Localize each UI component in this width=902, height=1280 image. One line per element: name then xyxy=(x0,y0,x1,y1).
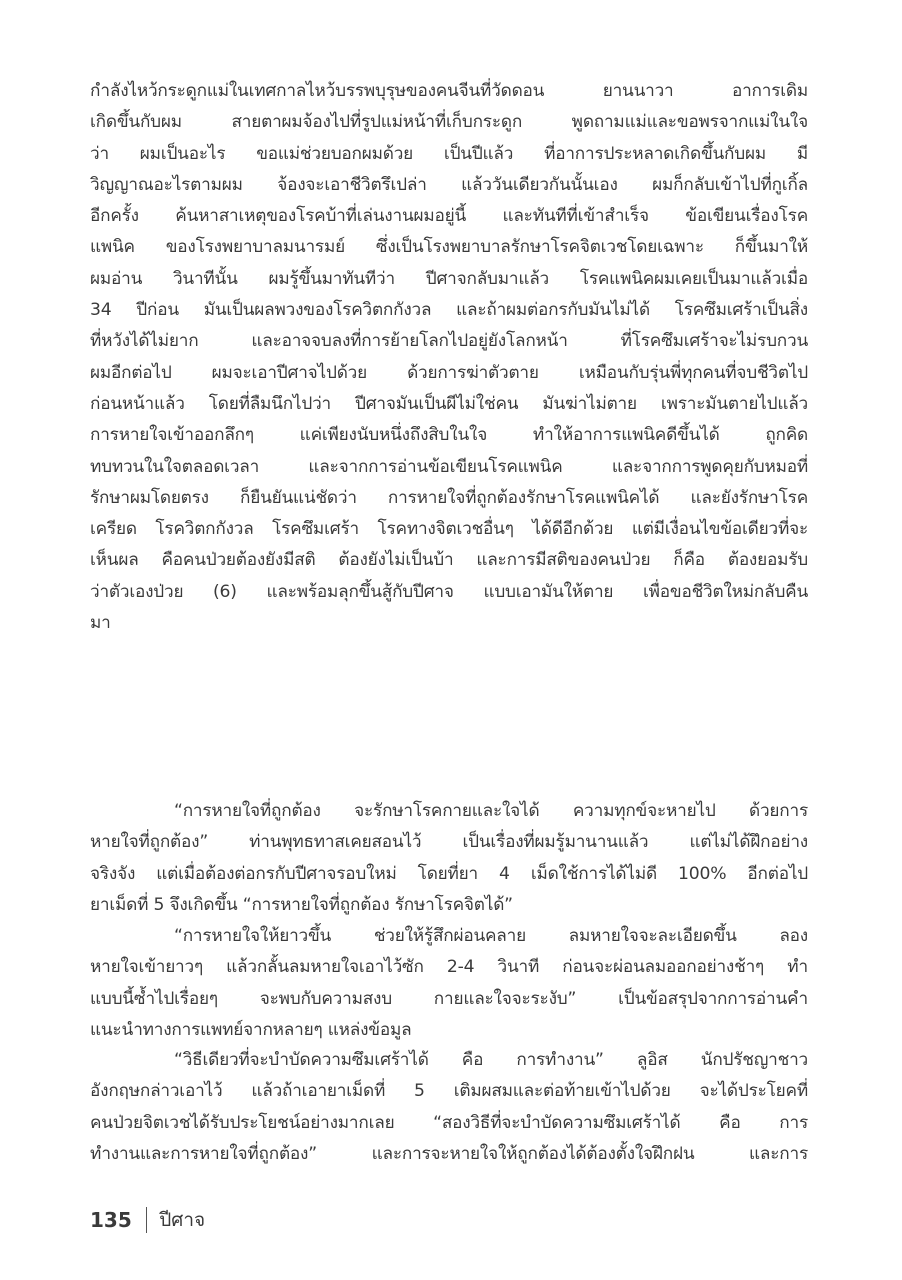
text-line: การหายใจเข้าออกลึกๆ แค่เพียงนับหนึ่งถึงสิบในใจ ทำให้อาการแพนิคดีขึ้นได้ ถูกคิด xyxy=(90,425,808,446)
text-line: ว่า ผมเป็นอะไร ขอแม่ช่วยบอกผมด้วย เป็นปีแล้ว ที่อาการประหลาดเกิดขึ้นกับผม มี xyxy=(90,143,808,164)
text-line: ทบทวนในใจตลอดเวลา และจากการอ่านข้อเขียนโรคแพนิค และจากการพูดคุยกับหมอที่ xyxy=(90,456,808,477)
text-line: “วิธีเดียวที่จะบำบัดความซึมเศร้าได้ คือ การทำงาน” ลูอิส นักปรัชญาชาว xyxy=(174,1050,808,1070)
page-footer xyxy=(90,1205,205,1235)
text-line: เกิดขึ้นกับผม สายตาผมจ้องไปที่รูปแม่หน้าที่เก็บกระดูก พูดถามแม่และขอพรจากแม่ในใจ xyxy=(90,112,808,133)
paragraph-2 xyxy=(90,796,808,921)
paragraph-3 xyxy=(90,921,808,1046)
text-line: จริงจัง แต่เมื่อต้องต่อกรกับปีศาจรอบใหม่ โดยที่ยา 4 เม็ดใช้การได้ไม่ดี 100% อีกต่อไป xyxy=(90,863,808,884)
text-line: มา xyxy=(90,613,111,634)
text-line: ทำงานและการหายใจที่ถูกต้อง” และการจะหายใจให้ถูกต้องได้ต้องตั้งใจฝึกฝน และการ xyxy=(90,1143,808,1164)
text-line: 34 ปีก่อน มันเป็นผลพวงของโรควิตกกังวล และถ้าผมต่อกรกับมันไม่ได้ โรคซึมเศร้าเป็นสิ่ง xyxy=(90,300,808,321)
text-line: ว่าตัวเองป่วย (6) และพร้อมลุกขึ้นสู้กับปีศาจ แบบเอามันให้ตาย เพื่อขอชีวิตใหม่กลับคืน xyxy=(90,581,808,602)
text-line: ผมอ่าน วินาทีนั้น ผมรู้ขึ้นมาทันทีว่า ปีศาจกลับมาแล้ว โรคแพนิคผมเคยเป็นมาแล้วเมื่อ xyxy=(90,268,808,289)
text-line: คนป่วยจิตเวชได้รับประโยชน์อย่างมากเลย “สองวิธีที่จะบำบัดความซึมเศร้าได้ คือ การ xyxy=(90,1112,808,1133)
text-line: แพนิค ของโรงพยาบาลมนารมย์ ซึ่งเป็นโรงพยาบาลรักษาโรคจิตเวชโดยเฉพาะ ก็ขึ้นมาให้ xyxy=(90,237,808,258)
text-line: เครียด โรควิตกกังวล โรคซึมเศร้า โรคทางจิตเวชอื่นๆ ได้ดีอีกด้วย แต่มีเงื่อนไขข้อเดียวที่จะ xyxy=(90,519,808,540)
footer-divider xyxy=(146,1207,148,1233)
text-line: อังกฤษกล่าวเอาไว้ แล้วถ้าเอายาเม็ดที่ 5 เติมผสมและต่อท้ายเข้าไปด้วย จะได้ประโยคที่ xyxy=(90,1081,808,1102)
paragraph-1 xyxy=(90,76,808,639)
text-line: “การหายใจให้ยาวขึ้น ช่วยให้รู้สึกผ่อนคลาย ลมหายใจจะละเอียดขึ้น ลอง xyxy=(174,926,808,946)
text-line: หายใจเข้ายาวๆ แล้วกลั้นลมหายใจเอาไว้ซัก 2-4 วินาที ก่อนจะผ่อนลมออกอย่างช้าๆ ทำ xyxy=(90,957,808,978)
paragraph-4 xyxy=(90,1045,808,1170)
text-line: “การหายใจที่ถูกต้อง จะรักษาโรคกายและใจได้ ความทุกข์จะหายไป ด้วยการ xyxy=(174,801,808,821)
text-line: ก่อนหน้าแล้ว โดยที่ลืมนึกไปว่า ปีศาจมันเป็นผีไม่ใช่คน มันฆ่าไม่ตาย เพราะมันตายไปแล้ว xyxy=(90,393,808,414)
book-title: ปีศาจ xyxy=(159,1209,206,1231)
text-line: ยาเม็ดที่ 5 จึงเกิดขึ้น “การหายใจที่ถูกต้อง รักษาโรคจิตได้” xyxy=(90,894,513,915)
text-line: ผมอีกต่อไป ผมจะเอาปีศาจไปด้วย ด้วยการฆ่าตัวตาย เหมือนกับรุ่นพี่ทุกคนที่จบชีวิตไป xyxy=(90,362,808,383)
text-line: อีกครั้ง ค้นหาสาเหตุของโรคบ้าที่เล่นงานผมอยู่นี้ และทันทีที่เข้าสำเร็จ ข้อเขียนเรื่องโรค xyxy=(90,206,808,227)
text-line: รักษาผมโดยตรง ก็ยืนยันแน่ชัดว่า การหายใจที่ถูกต้องรักษาโรคแพนิคได้ และยังรักษาโรค xyxy=(90,487,808,508)
text-line: เห็นผล คือคนป่วยต้องยังมีสติ ต้องยังไม่เป็นบ้า และการมีสติของคนป่วย ก็คือ ต้องยอมรับ xyxy=(90,550,808,571)
text-line: วิญญาณอะไรตามผม จ้องจะเอาชีวิตรึเปล่า แล้ววันเดียวกันนั้นเอง ผมก็กลับเข้าไปที่กูเกิ้ล xyxy=(90,174,808,195)
text-line: กำลังไหว้กระดูกแม่ในเทศกาลไหว้บรรพบุรุษของคนจีนที่วัดดอน ยานนาวา อาการเดิม xyxy=(90,81,808,101)
text-line: ที่หวังได้ไม่ยาก และอาจจบลงที่การย้ายโลกไปอยู่ยังโลกหน้า ที่โรคซึมเศร้าจะไม่รบกวน xyxy=(90,331,808,352)
text-line: แนะนำทางการแพทย์จากหลายๆ แหล่งข้อมูล xyxy=(90,1019,412,1040)
page-number: 135 xyxy=(90,1208,132,1232)
text-line: แบบนี้ซ้ำไปเรื่อยๆ จะพบกับความสงบ กายและใจจะระงับ” เป็นข้อสรุปจากการอ่านคำ xyxy=(90,988,808,1009)
text-line: หายใจที่ถูกต้อง” ท่านพุทธทาสเคยสอนไว้ เป็นเรื่องที่ผมรู้มานานแล้ว แต่ไม่ได้ฝึกอย่าง xyxy=(90,832,808,853)
